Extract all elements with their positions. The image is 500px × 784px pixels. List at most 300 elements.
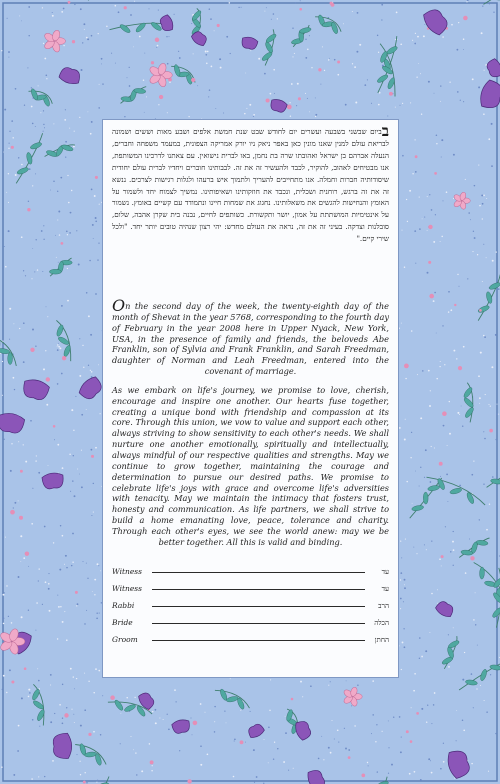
speckle-dot [328, 59, 329, 60]
speckle-dot [320, 84, 321, 85]
speckle-dot [448, 666, 450, 668]
speckle-dot [427, 272, 429, 274]
speckle-dot [226, 723, 227, 724]
speckle-dot [50, 190, 51, 191]
speckle-dot [151, 770, 152, 771]
speckle-dot [426, 549, 427, 550]
speckle-dot [449, 82, 450, 83]
speckle-dot [214, 706, 215, 707]
speckle-dot [59, 234, 60, 235]
speckle-dot [87, 111, 88, 112]
speckle-dot [178, 51, 179, 52]
speckle-dot [98, 364, 99, 365]
speckle-dot [309, 35, 310, 36]
speckle-dot [431, 209, 433, 211]
speckle-dot [95, 293, 97, 295]
speckle-dot [223, 112, 224, 113]
pink-bud [439, 462, 443, 466]
speckle-dot [434, 93, 435, 94]
speckle-dot [86, 610, 87, 611]
pink-bud [27, 208, 30, 211]
speckle-dot [469, 539, 470, 540]
speckle-dot [419, 228, 421, 230]
speckle-dot [77, 469, 78, 470]
speckle-dot [95, 221, 97, 223]
speckle-dot [31, 87, 32, 88]
speckle-dot [338, 742, 339, 743]
speckle-dot [490, 405, 491, 406]
speckle-dot [179, 57, 181, 59]
pink-bud [299, 8, 302, 11]
speckle-dot [28, 6, 30, 8]
speckle-dot [371, 103, 372, 104]
speckle-dot [453, 549, 455, 551]
speckle-dot [457, 274, 458, 275]
speckle-dot [91, 35, 93, 37]
speckle-dot [436, 135, 438, 137]
speckle-dot [38, 680, 40, 682]
speckle-dot [415, 33, 416, 34]
speckle-dot [258, 58, 260, 60]
speckle-dot [395, 107, 396, 108]
speckle-dot [269, 710, 270, 711]
speckle-dot [321, 736, 322, 737]
pink-bud [91, 455, 94, 458]
pink-bud [404, 364, 409, 369]
speckle-dot [92, 591, 93, 592]
speckle-dot [322, 46, 323, 47]
speckle-dot [443, 761, 445, 763]
speckle-dot [244, 113, 246, 115]
speckle-dot [484, 70, 485, 71]
speckle-dot [111, 53, 112, 54]
speckle-dot [410, 457, 411, 458]
speckle-dot [483, 484, 484, 485]
speckle-dot [452, 541, 454, 543]
speckle-dot [406, 481, 407, 482]
speckle-dot [57, 219, 58, 220]
speckle-dot [405, 378, 406, 379]
speckle-dot [421, 114, 422, 115]
pink-bud [470, 556, 474, 560]
speckle-dot [409, 773, 411, 775]
speckle-dot [69, 232, 71, 234]
pink-bud [463, 16, 468, 21]
speckle-dot [3, 675, 5, 677]
speckle-dot [67, 268, 68, 269]
speckle-dot [133, 47, 134, 48]
pink-bud [20, 470, 23, 473]
speckle-dot [471, 474, 473, 476]
speckle-dot [478, 375, 480, 377]
speckle-dot [403, 628, 404, 629]
speckle-dot [169, 81, 171, 83]
speckle-dot [270, 679, 271, 680]
speckle-dot [48, 573, 49, 574]
speckle-dot [62, 467, 64, 469]
speckle-dot [95, 217, 97, 219]
speckle-dot [477, 645, 478, 646]
signature-label-hebrew: הרב [378, 601, 389, 610]
speckle-dot [300, 0, 301, 1]
speckle-dot [42, 604, 43, 605]
speckle-dot [77, 603, 79, 605]
signature-label: Bride [112, 617, 133, 627]
speckle-dot [264, 739, 265, 740]
speckle-dot [416, 77, 417, 78]
speckle-dot [18, 576, 20, 578]
speckle-dot [168, 728, 170, 730]
speckle-dot [230, 53, 231, 54]
speckle-dot [94, 579, 96, 581]
speckle-dot [43, 368, 45, 370]
speckle-dot [412, 173, 413, 174]
speckle-dot [48, 465, 49, 466]
speckle-dot [152, 765, 153, 766]
speckle-dot [468, 212, 470, 214]
speckle-dot [67, 175, 68, 176]
speckle-dot [330, 681, 331, 682]
pink-bud [193, 721, 198, 726]
speckle-dot [167, 63, 169, 65]
hebrew-body: ביום שבשני בשבעה ועשרים יום לחודש שבט שנת חמשת אלפים ושבע מאות וששים ושמונה לבריאת עולם למנין שאנו מונין כאן באפר ניאק ניו יורק אמריקה הצפונית, במעמד משפחה וחברים, הנעלה אברהם בן ישראל ואהובתו שרה בת נחמן, באו לברית נישואין. עם צאתנו לדרכינו המשותפת, אנו מבטיחים לאהוב, להוקיר, לכבד ולהעשיר זה את זה. לבבותינו חוברים ויחדיו לברית עולם יחודית שיסודותיה חברות וחמלה. אנו מתחייבים להעריך ולתמוך איש ברעהו ולגלות רגישות לצרכים. ננשא זה את זה ברגש, רוחנית ושכלית, ונכבד את חוזקותינו ושאיפותינו. נמשיך לצמוח יחד ולשמור על האומץ והנחישות להגשים את משאלותינו. נחגוג את שמחות חיינו ונתמודד עם קשיים באומץ. נשמור על אינטימיות המושתתת על אמון, יושר ותקשורת. כשותפים לחיים, נבנה בית שקרן אהבה, שלום, סובלנות וצדקה. בעיני זה את זה, נראה את העולם מחדש: יהי רצון שנהיה טובים יותר יחד. "ולכל שירי קיים." [112, 127, 389, 244]
signature-line [152, 606, 365, 607]
speckle-dot [59, 569, 61, 571]
speckle-dot [399, 645, 400, 646]
speckle-dot [414, 43, 416, 45]
speckle-dot [106, 26, 107, 27]
speckle-dot [46, 306, 47, 307]
speckle-dot [96, 617, 98, 619]
speckle-dot [98, 565, 99, 566]
speckle-dot [420, 417, 422, 419]
speckle-dot [345, 748, 347, 750]
speckle-dot [72, 561, 73, 562]
speckle-dot [55, 235, 56, 236]
speckle-dot [39, 568, 40, 569]
speckle-dot [427, 196, 428, 197]
speckle-dot [14, 389, 15, 390]
speckle-dot [28, 696, 30, 698]
speckle-dot [396, 12, 398, 14]
speckle-dot [80, 8, 82, 10]
speckle-dot [2, 361, 3, 362]
speckle-dot [21, 21, 22, 22]
speckle-dot [441, 236, 443, 238]
speckle-dot [1, 50, 2, 51]
speckle-dot [424, 24, 425, 25]
speckle-dot [62, 535, 64, 537]
speckle-dot [54, 713, 55, 714]
speckle-dot [334, 739, 335, 740]
speckle-dot [65, 156, 66, 157]
speckle-dot [120, 743, 121, 744]
pink-bud [429, 294, 434, 299]
speckle-dot [437, 603, 438, 604]
speckle-dot [30, 420, 32, 422]
speckle-dot [57, 346, 58, 347]
pink-bud [361, 774, 365, 778]
speckle-dot [74, 688, 75, 689]
speckle-dot [35, 173, 36, 174]
speckle-dot [486, 257, 487, 258]
speckle-dot [130, 14, 132, 16]
speckle-dot [133, 749, 134, 750]
speckle-dot [268, 762, 269, 763]
speckle-dot [5, 266, 7, 268]
pink-bud [389, 92, 393, 96]
speckle-dot [400, 608, 401, 609]
speckle-dot [428, 370, 430, 372]
speckle-dot [65, 555, 67, 557]
speckle-dot [425, 650, 427, 652]
speckle-dot [21, 616, 23, 618]
pink-bud [151, 61, 154, 64]
speckle-dot [337, 74, 339, 76]
pink-bud [318, 68, 321, 71]
speckle-dot [36, 455, 37, 456]
speckle-dot [448, 291, 450, 293]
speckle-dot [166, 36, 167, 37]
speckle-dot [32, 719, 34, 721]
speckle-dot [6, 192, 7, 193]
pink-bud [83, 781, 86, 784]
pink-bud [406, 730, 409, 733]
speckle-dot [29, 168, 31, 170]
speckle-dot [288, 770, 289, 771]
speckle-dot [193, 53, 194, 54]
speckle-dot [332, 720, 333, 721]
speckle-dot [496, 439, 497, 440]
speckle-dot [343, 23, 344, 24]
speckle-dot [8, 148, 9, 149]
speckle-dot [354, 66, 356, 68]
speckle-dot [134, 1, 135, 2]
speckle-dot [43, 239, 44, 240]
speckle-dot [62, 722, 64, 724]
speckle-dot [441, 157, 442, 158]
speckle-dot [80, 774, 81, 775]
speckle-dot [404, 579, 406, 581]
signature-row-witness-1 [112, 559, 389, 576]
speckle-dot [429, 194, 430, 195]
speckle-dot [497, 404, 498, 405]
speckle-dot [422, 370, 424, 372]
speckle-dot [250, 50, 251, 51]
speckle-dot [88, 681, 89, 682]
speckle-dot [264, 11, 265, 12]
speckle-dot [31, 106, 33, 108]
speckle-dot [271, 19, 272, 20]
speckle-dot [388, 773, 389, 774]
speckle-dot [433, 704, 435, 706]
pink-bud [10, 510, 15, 515]
speckle-dot [476, 688, 477, 689]
speckle-dot [456, 49, 458, 51]
pink-bud [124, 6, 127, 9]
speckle-dot [413, 547, 414, 548]
speckle-dot [71, 709, 72, 710]
speckle-dot [412, 503, 413, 504]
speckle-dot [28, 689, 30, 691]
speckle-dot [85, 772, 86, 773]
speckle-dot [404, 584, 405, 585]
speckle-dot [367, 762, 368, 763]
english-opening-paragraph [112, 296, 389, 377]
speckle-dot [21, 164, 23, 166]
speckle-dot [230, 678, 231, 679]
speckle-dot [421, 708, 423, 710]
speckle-dot [4, 439, 5, 440]
speckle-dot [324, 70, 325, 71]
pink-bud [428, 225, 432, 229]
speckle-dot [52, 15, 54, 17]
speckle-dot [402, 641, 404, 643]
speckle-dot [99, 613, 100, 614]
speckle-dot [179, 750, 180, 751]
speckle-dot [13, 507, 14, 508]
speckle-dot [62, 718, 63, 719]
speckle-dot [445, 526, 446, 527]
speckle-dot [488, 771, 489, 772]
speckle-dot [292, 56, 293, 57]
speckle-dot [403, 601, 404, 602]
speckle-dot [431, 723, 432, 724]
speckle-dot [480, 352, 482, 354]
speckle-dot [357, 685, 358, 686]
speckle-dot [149, 8, 150, 9]
speckle-dot [492, 260, 494, 262]
speckle-dot [200, 703, 202, 705]
speckle-dot [40, 112, 41, 113]
pink-bud [187, 779, 191, 783]
speckle-dot [18, 725, 20, 727]
speckle-dot [135, 752, 136, 753]
speckle-dot [402, 155, 404, 157]
speckle-dot [84, 709, 86, 711]
speckle-dot [21, 236, 23, 238]
speckle-dot [479, 397, 481, 399]
ketubah-text-panel [103, 120, 398, 677]
speckle-dot [45, 581, 47, 583]
speckle-dot [219, 58, 221, 60]
speckle-dot [60, 606, 61, 607]
speckle-dot [97, 780, 99, 782]
speckle-dot [441, 565, 442, 566]
speckle-dot [8, 57, 9, 58]
speckle-dot [192, 734, 193, 735]
speckle-dot [411, 432, 412, 433]
speckle-dot [205, 712, 206, 713]
speckle-dot [305, 39, 306, 40]
speckle-dot [32, 488, 33, 489]
speckle-dot [87, 578, 88, 579]
speckle-dot [491, 123, 493, 125]
speckle-dot [69, 128, 70, 129]
speckle-dot [8, 616, 9, 617]
speckle-dot [401, 323, 402, 324]
speckle-dot [31, 278, 32, 279]
speckle-dot [155, 709, 157, 711]
speckle-dot [8, 51, 10, 53]
speckle-dot [101, 63, 102, 64]
speckle-dot [7, 18, 8, 19]
speckle-dot [81, 450, 82, 451]
speckle-dot [143, 79, 144, 80]
speckle-dot [285, 732, 287, 734]
speckle-dot [214, 721, 215, 722]
speckle-dot [50, 684, 51, 685]
speckle-dot [94, 195, 96, 197]
speckle-dot [190, 717, 191, 718]
speckle-dot [35, 630, 36, 631]
speckle-dot [375, 741, 376, 742]
speckle-dot [412, 40, 413, 41]
speckle-dot [1, 766, 3, 768]
speckle-dot [73, 430, 74, 431]
speckle-dot [400, 751, 402, 753]
speckle-dot [38, 85, 39, 86]
speckle-dot [66, 230, 68, 232]
speckle-dot [423, 35, 425, 37]
speckle-dot [430, 760, 431, 761]
speckle-dot [400, 541, 401, 542]
speckle-dot [442, 325, 443, 326]
speckle-dot [66, 707, 67, 708]
speckle-dot [18, 157, 19, 158]
speckle-dot [21, 697, 23, 699]
speckle-dot [79, 761, 80, 762]
speckle-dot [84, 623, 85, 624]
speckle-dot [211, 66, 213, 68]
speckle-dot [367, 79, 368, 80]
speckle-dot [472, 493, 473, 494]
speckle-dot [72, 480, 73, 481]
speckle-dot [79, 375, 81, 377]
speckle-dot [377, 35, 378, 36]
speckle-dot [372, 680, 374, 682]
speckle-dot [296, 105, 297, 106]
speckle-dot [479, 403, 480, 404]
speckle-dot [76, 230, 77, 231]
speckle-dot [323, 759, 324, 760]
speckle-dot [15, 88, 17, 90]
speckle-dot [74, 4, 75, 5]
speckle-dot [141, 770, 143, 772]
speckle-dot [70, 668, 72, 670]
speckle-dot [398, 267, 399, 268]
speckle-dot [31, 778, 33, 780]
speckle-dot [404, 587, 406, 589]
speckle-dot [11, 622, 13, 624]
pink-bud [159, 95, 163, 99]
speckle-dot [492, 476, 494, 478]
speckle-dot [426, 721, 427, 722]
speckle-dot [56, 257, 57, 258]
speckle-dot [95, 447, 97, 449]
speckle-dot [436, 378, 438, 380]
speckle-dot [351, 705, 352, 706]
speckle-dot [83, 367, 84, 368]
speckle-dot [134, 697, 135, 698]
speckle-dot [496, 251, 497, 252]
speckle-dot [75, 396, 76, 397]
pink-bud [11, 680, 14, 683]
speckle-dot [118, 11, 120, 13]
speckle-dot [234, 740, 235, 741]
speckle-dot [482, 203, 484, 205]
speckle-dot [86, 292, 88, 294]
